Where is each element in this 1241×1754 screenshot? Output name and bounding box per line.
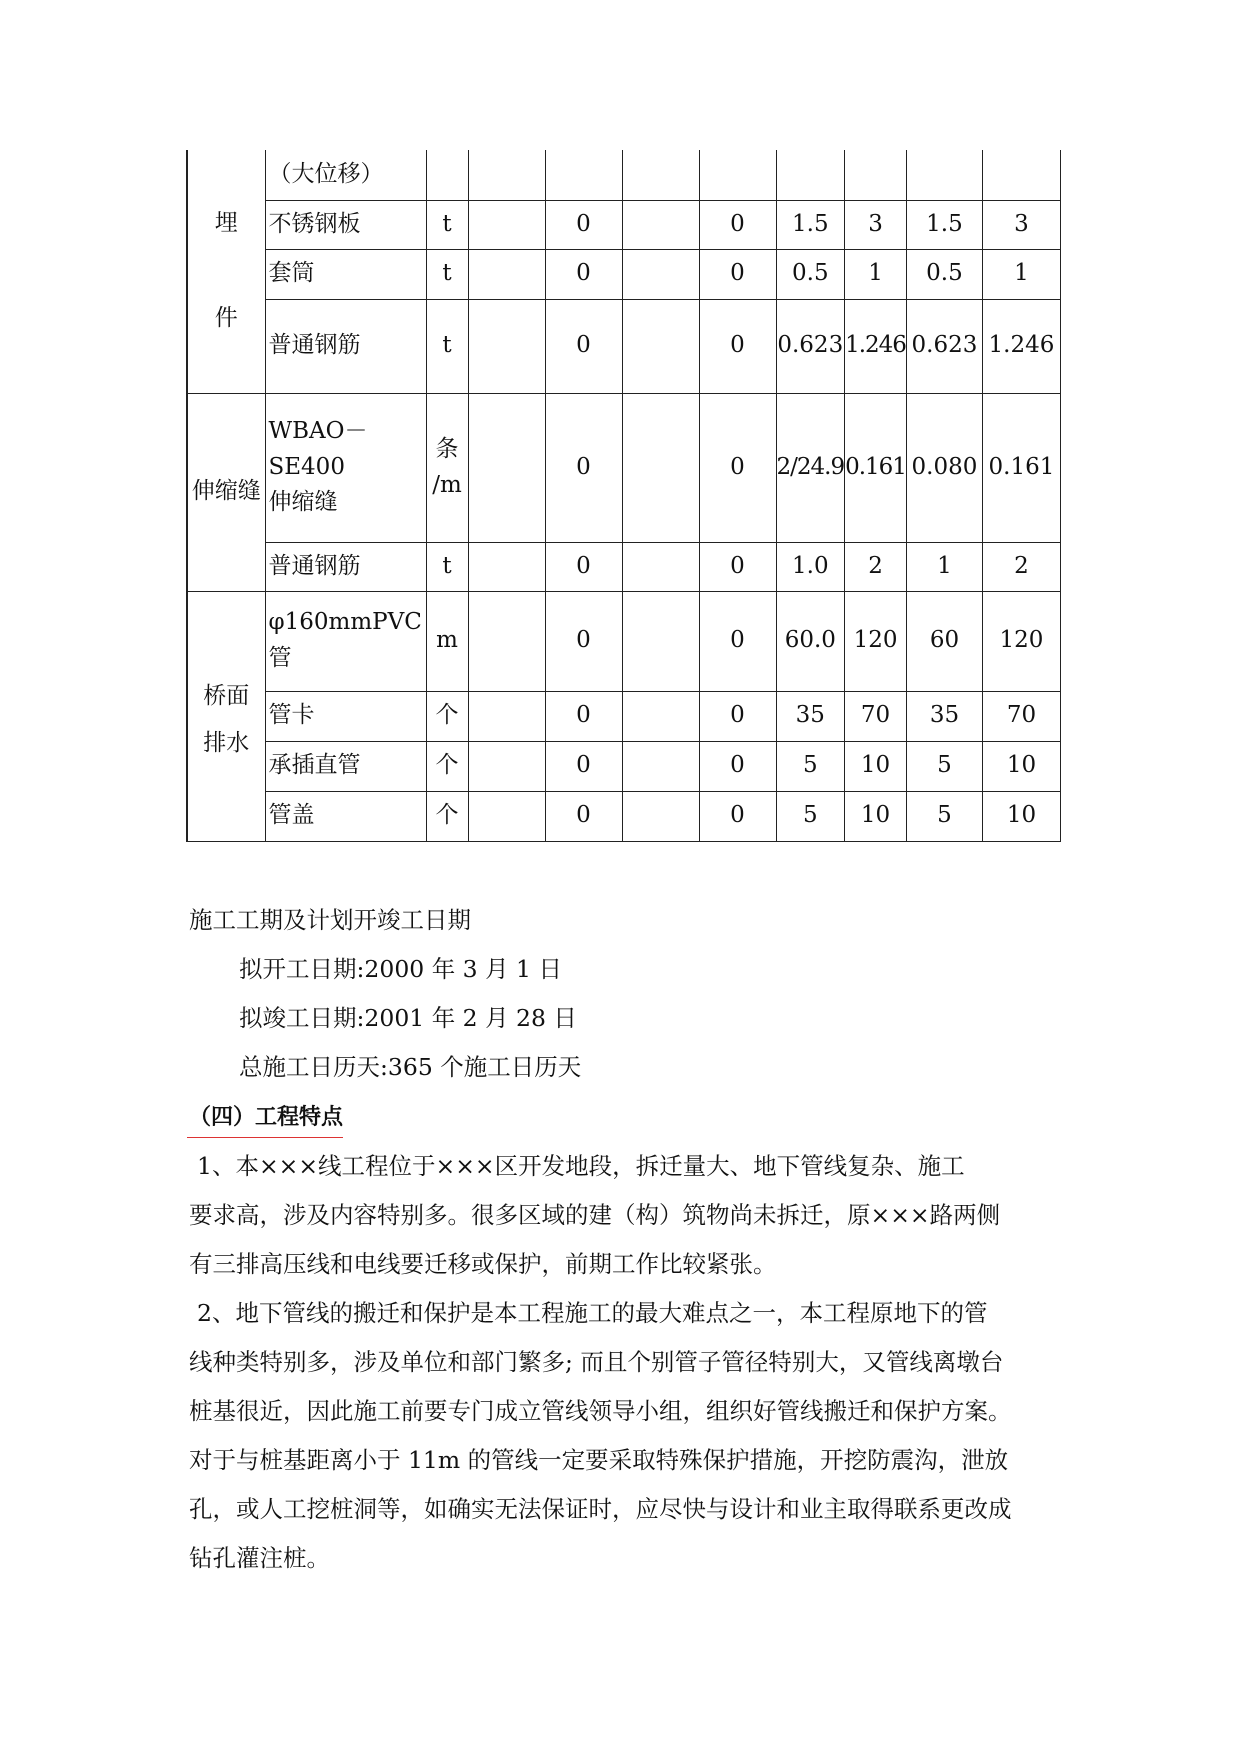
item-name-line: 伸缩缝 <box>268 489 338 516</box>
unit-cell: t <box>426 249 468 299</box>
category-label-jian: 件 <box>214 305 238 332</box>
unit-cell: 个 <box>426 691 468 741</box>
paragraph-line: 孔，或人工挖桩洞等，如确实无法保证时，应尽快与设计和业主取得联系更改成 <box>189 1495 1012 1523</box>
category-cell <box>187 150 265 393</box>
total-days: 总施工日历天:365 个施工日历天 <box>239 1053 582 1081</box>
table-row: 套筒 t 0 0 0.5 1 0.5 1 <box>187 249 1060 299</box>
table-row: 管盖 个 0 0 5 10 5 10 <box>187 791 1060 841</box>
unit-cell: t <box>426 200 468 249</box>
item-name-line: φ160mmPVC <box>268 609 422 636</box>
paragraph-line: 有三排高压线和电线要迁移或保护，前期工作比较紧张。 <box>189 1250 777 1278</box>
item-name-line: 管 <box>268 645 292 671</box>
unit-cell: m <box>426 591 468 691</box>
end-date: 拟竣工日期:2001 年 2 月 28 日 <box>239 1004 577 1032</box>
schedule-title: 施工工期及计划开竣工日期 <box>189 906 471 934</box>
paragraph-line: 线种类特别多，涉及单位和部门繁多; 而且个别管子管径特别大，又管线离墩台 <box>189 1348 1004 1376</box>
item-name-cell: 普通钢筋 <box>265 542 426 591</box>
start-date: 拟开工日期:2000 年 3 月 1 日 <box>239 955 562 983</box>
table-row: 普通钢筋 t 0 0 1.0 2 1 2 <box>187 542 1060 591</box>
unit-cell: t <box>426 542 468 591</box>
item-name-cell: （大位移） <box>265 150 426 200</box>
table-row <box>187 150 1060 200</box>
item-name-line: WBAO－ <box>268 418 368 445</box>
item-name-cell: 普通钢筋 <box>265 299 426 393</box>
unit-cell: 个 <box>426 741 468 791</box>
table-row: 桥面 排水 φ160mmPVC 管 m 0 0 60.0 120 60 120 <box>187 591 1060 691</box>
category-label-mai: 埋 <box>214 210 238 237</box>
paragraph-line: 2、地下管线的搬迁和保护是本工程施工的最大难点之一，本工程原地下的管 <box>197 1299 988 1327</box>
item-name-cell <box>265 393 426 542</box>
item-name-cell <box>265 591 426 691</box>
category-label-paishui: 排水 <box>203 730 250 756</box>
section-heading-wrap <box>189 1092 1059 1142</box>
category-cell: 伸缩缝 <box>187 393 265 591</box>
paragraph-line: 对于与桩基距离小于 11m 的管线一定要采取特殊保护措施，开挖防震沟，泄放 <box>189 1446 1009 1474</box>
table-row: 普通钢筋 t 0 0 0.623 1.246 0.623 1.246 <box>187 299 1060 393</box>
schedule-section <box>189 896 1059 1583</box>
table-row: 不锈钢板 t 0 0 1.5 3 1.5 3 <box>187 200 1060 249</box>
paragraph-line: 1、本×××线工程位于×××区开发地段，拆迁量大、地下管线复杂、施工 <box>197 1152 965 1180</box>
quantity-table <box>186 150 1061 842</box>
category-cell <box>187 591 265 841</box>
unit-cell: 条 /m <box>426 393 468 542</box>
category-label-qiaomian: 桥面 <box>203 683 250 709</box>
paragraph-line: 钻孔灌注桩。 <box>189 1544 330 1572</box>
item-name-line: SE400 <box>268 453 345 480</box>
unit-cell: t <box>426 299 468 393</box>
paragraph-2 <box>189 1289 1059 1583</box>
table-row: 管卡 个 0 0 35 70 35 70 <box>187 691 1060 741</box>
section-heading: （四）工程特点 <box>189 1093 343 1142</box>
table-row: 伸缩缝 WBAO－ SE400 伸缩缝 条 /m 0 0 2/24.9 0.161 0.080 0.161 <box>187 393 1060 542</box>
paragraph-line: 桩基很近，因此施工前要专门成立管线领导小组，组织好管线搬迁和保护方案。 <box>189 1397 1012 1425</box>
item-name-cell: 管卡 <box>265 691 426 741</box>
table-row: 承插直管 个 0 0 5 10 5 10 <box>187 741 1060 791</box>
unit-cell <box>426 150 468 200</box>
unit-cell: 个 <box>426 791 468 841</box>
item-name-cell: 管盖 <box>265 791 426 841</box>
paragraph-1 <box>189 1142 1059 1289</box>
item-name-cell: 承插直管 <box>265 741 426 791</box>
item-name-cell: 不锈钢板 <box>265 200 426 249</box>
paragraph-line: 要求高，涉及内容特别多。很多区域的建（构）筑物尚未拆迁，原×××路两侧 <box>189 1201 1001 1229</box>
item-name-cell: 套筒 <box>265 249 426 299</box>
